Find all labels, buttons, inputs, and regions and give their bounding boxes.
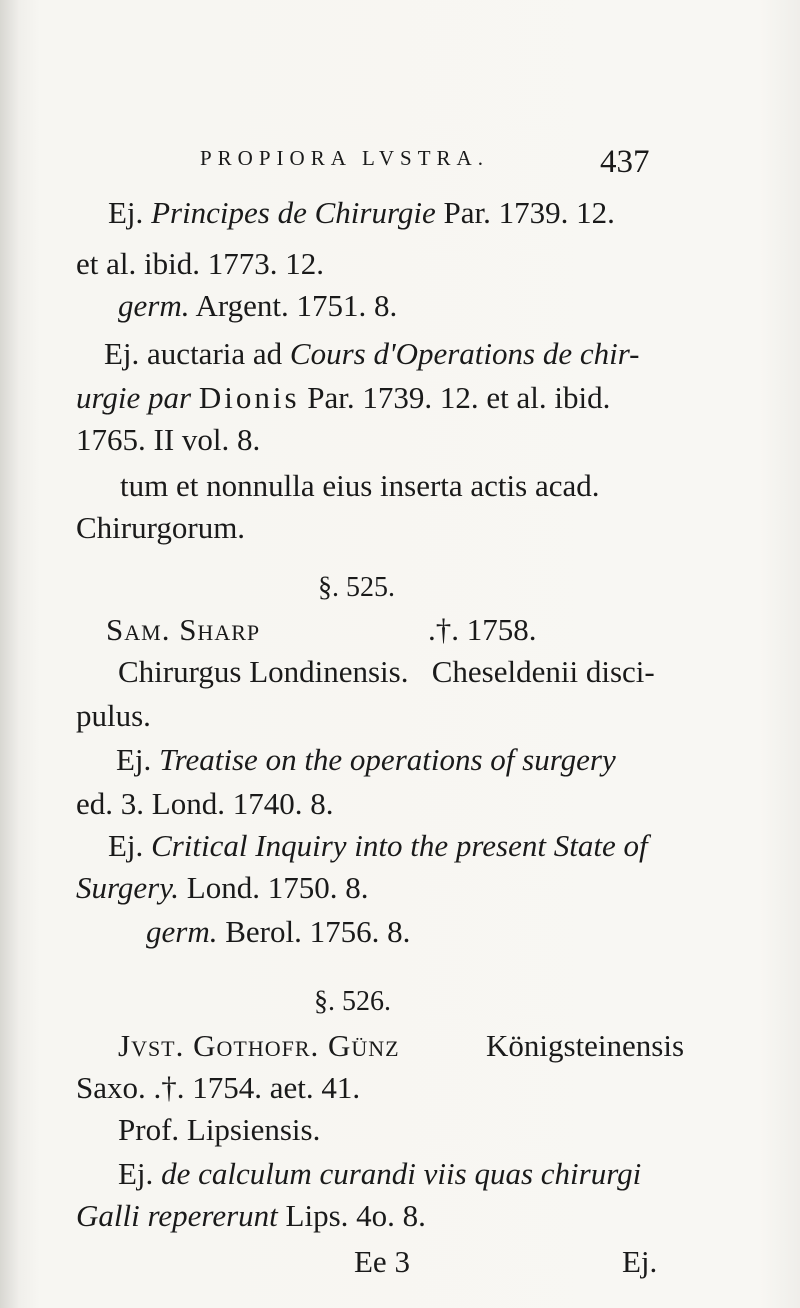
author-name: Jvst. Gothofr. Günz [118,1028,400,1063]
author-name: Sam. Sharp [106,612,261,647]
signature-mark: Ee 3 [354,1244,410,1279]
entry-line: Königsteinensis [486,1028,685,1063]
entry-line: Prof. Lipsiensis. [118,1112,321,1147]
running-title: PROPIORA LVSTRA. [200,146,489,170]
entry-line: Ej. Principes de Chirurgie Par. 1739. 12. [108,195,615,230]
page-number: 437 [600,144,650,180]
entry-line: 1765. II vol. 8. [76,422,261,457]
entry-line: Ej. Treatise on the operations of surgery [116,742,616,777]
entry-line: Chirurgorum. [76,510,246,545]
entry-line: germ. Berol. 1756. 8. [146,914,411,949]
entry-line: Ej. auctaria ad Cours d'Operations de chir- [104,336,640,371]
death-date: .†. 1758. [428,612,537,647]
section-heading: §. 525. [318,572,395,603]
entry-line: Ej. Critical Inquiry into the present State of [108,828,648,863]
entry-line: urgie par Dionis Par. 1739. 12. et al. ibid. [76,380,611,415]
entry-line: Ej. de calculum curandi viis quas chirurgi [118,1156,642,1191]
entry-line: Galli repererunt Lips. 4o. 8. [76,1198,426,1233]
entry-line: germ. Argent. 1751. 8. [118,288,398,323]
entry-line: Chirurgus Londinensis. Cheseldenii disci- [118,654,655,689]
catchword: Ej. [622,1244,658,1279]
entry-line: tum et nonnulla eius inserta actis acad. [120,468,600,503]
entry-line: ed. 3. Lond. 1740. 8. [76,786,334,821]
entry-line: pulus. [76,698,151,733]
entry-line: Surgery. Lond. 1750. 8. [76,870,369,905]
section-heading: §. 526. [314,986,391,1017]
entry-line: et al. ibid. 1773. 12. [76,246,324,281]
page-gutter-shadow [0,0,18,1308]
entry-line: Saxo. .†. 1754. aet. 41. [76,1070,361,1105]
